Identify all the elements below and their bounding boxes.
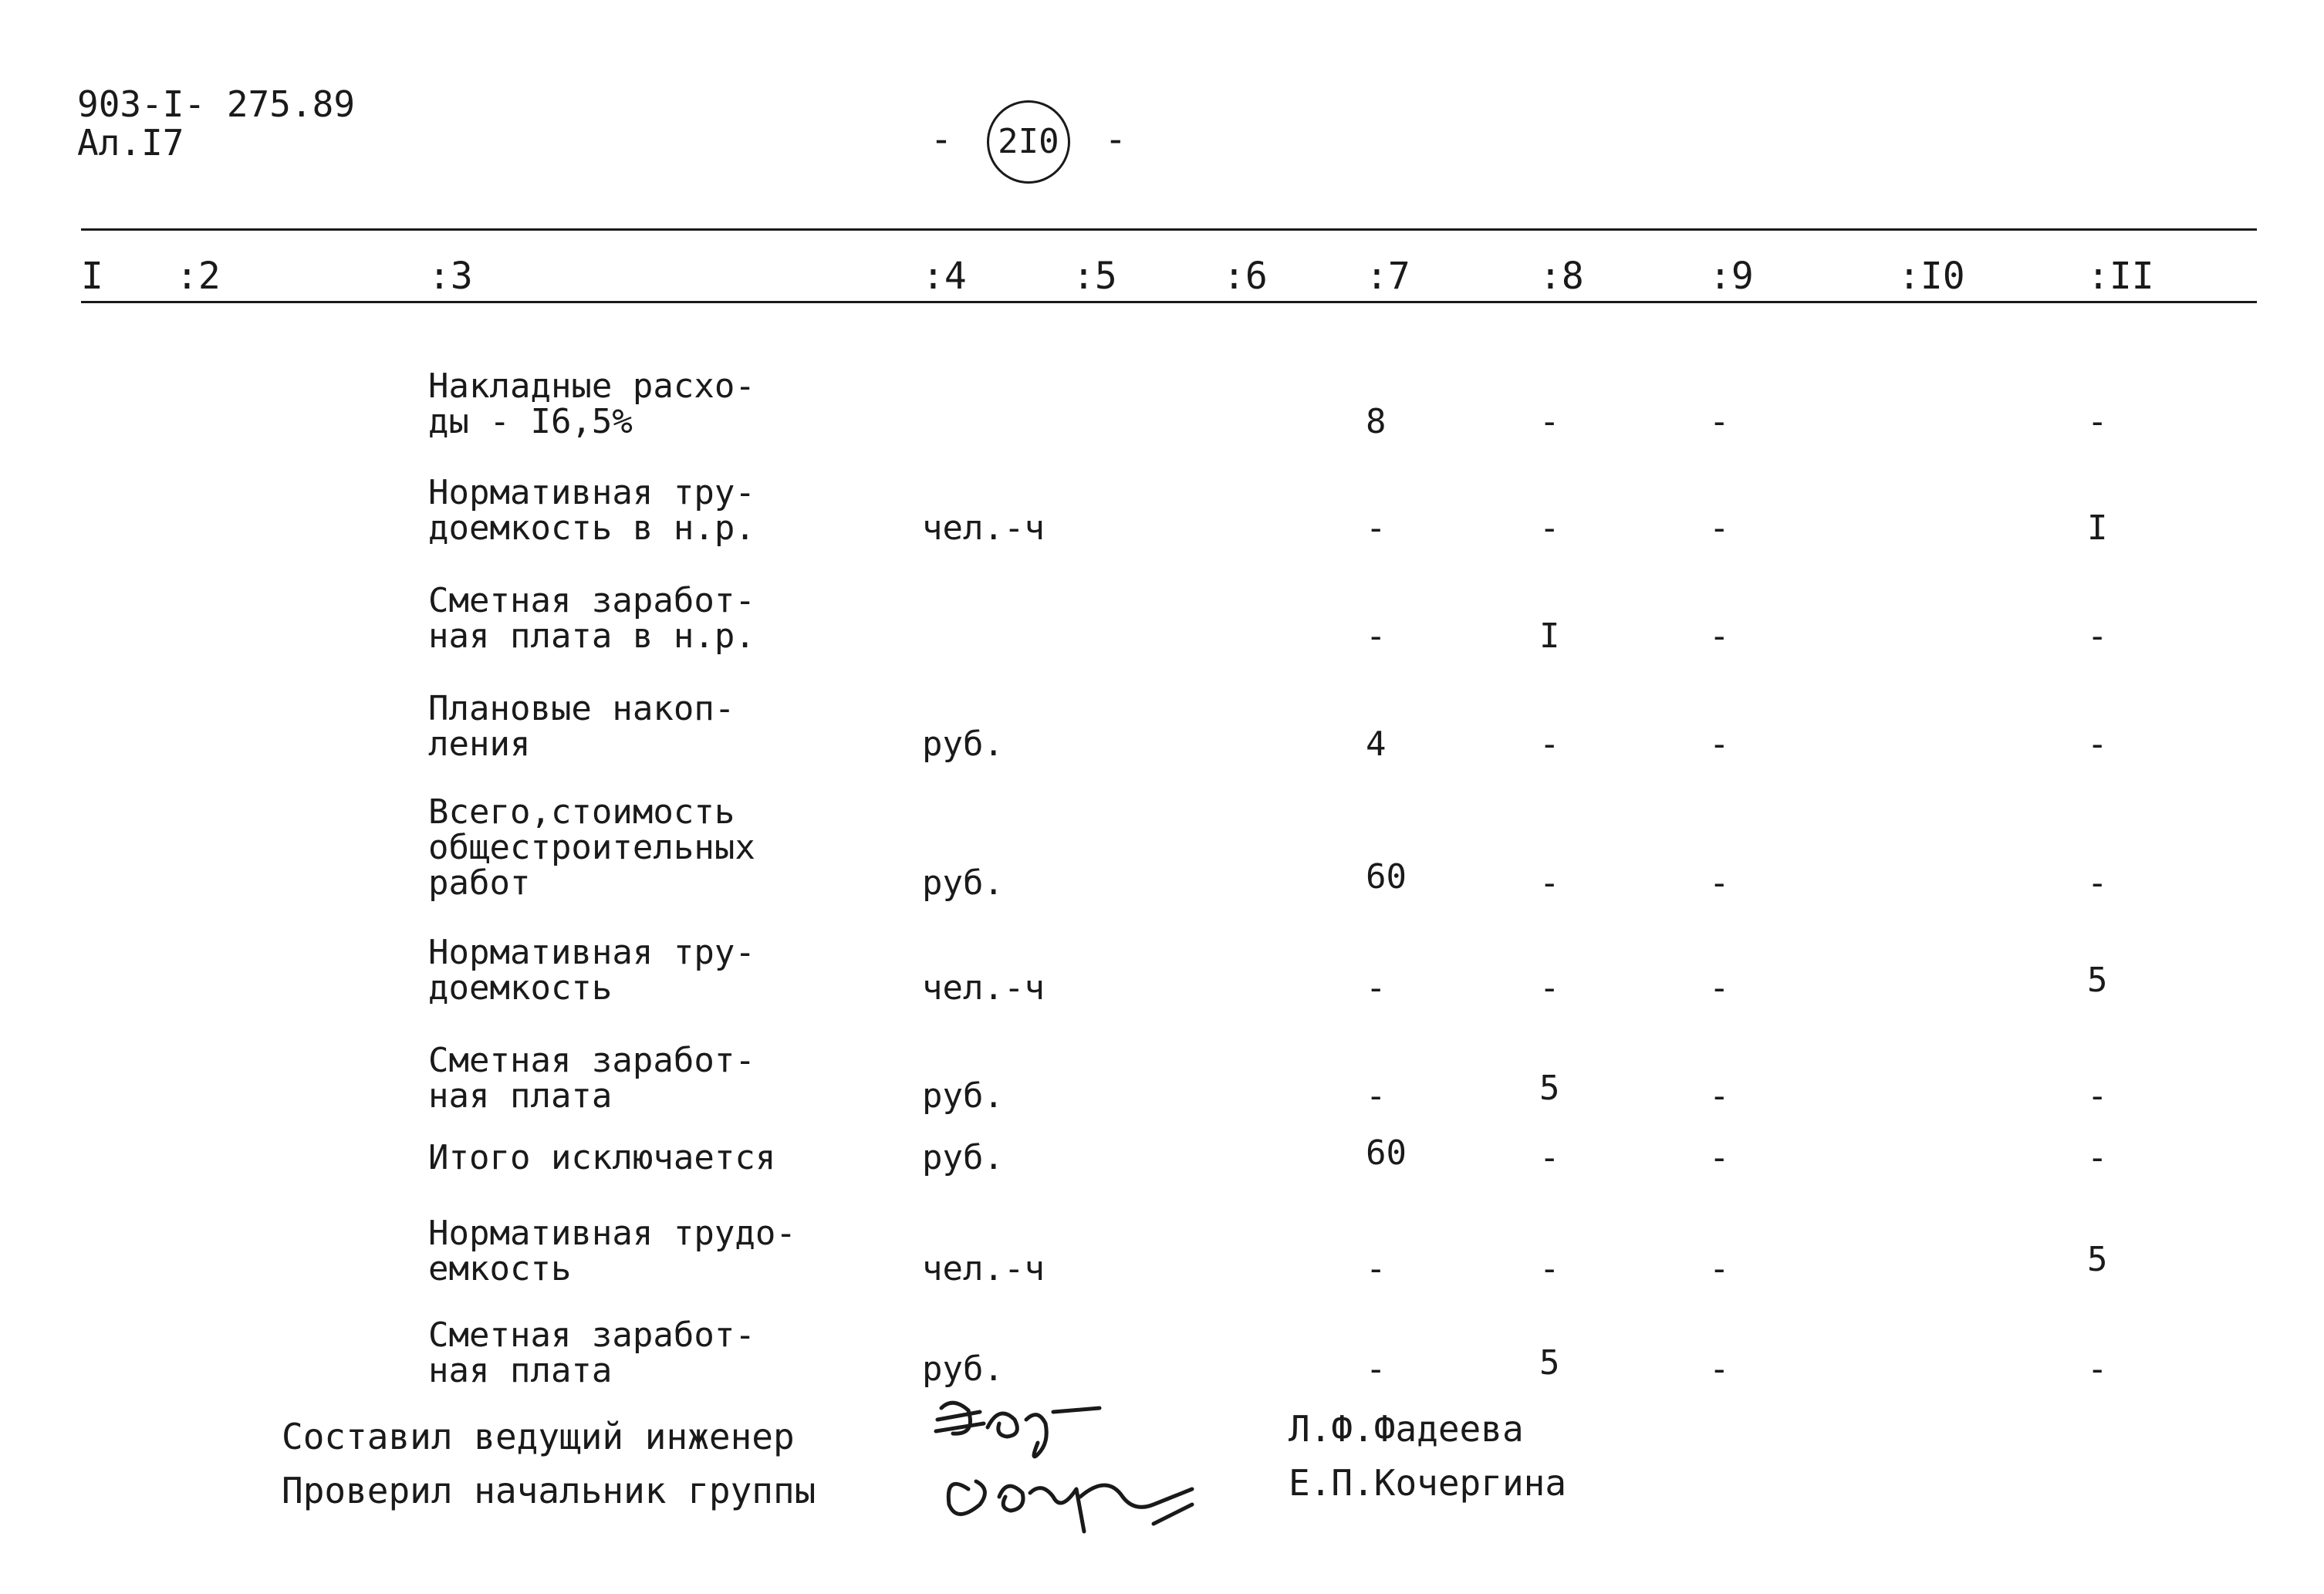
- page-dash-right: -: [1104, 118, 1127, 161]
- description-line: ная плата: [428, 1076, 613, 1116]
- cell-unit: руб.: [922, 724, 1004, 764]
- cell-col-7: 8: [1366, 402, 1387, 441]
- cell-col-9: -: [1709, 1249, 1730, 1288]
- description-line: Плановые накоп-: [428, 689, 735, 728]
- cell-col-11: -: [2087, 863, 2108, 903]
- description-line: доемкость в н.р.: [428, 508, 755, 548]
- description-line: работ: [428, 863, 531, 903]
- cell-col-8: -: [1539, 863, 1560, 903]
- page-dash-left: -: [930, 118, 953, 161]
- cell-col-9: -: [1709, 616, 1730, 656]
- column-header-3: :3: [428, 255, 473, 298]
- cell-col-8: 5: [1539, 1069, 1560, 1108]
- cell-col-8: -: [1539, 402, 1560, 441]
- description-line: доемкость: [428, 968, 613, 1008]
- cell-col-7: -: [1366, 1249, 1387, 1288]
- cell-col-11: -: [2087, 1349, 2108, 1389]
- handwritten-signatures: [922, 1389, 1246, 1535]
- cell-col-7: -: [1366, 968, 1387, 1008]
- cell-col-11: I: [2087, 508, 2108, 548]
- description-line: Сметная заработ-: [428, 1041, 755, 1080]
- cell-col-11: -: [2087, 724, 2108, 764]
- cell-col-7: 4: [1366, 724, 1387, 764]
- table-row-description: [428, 1043, 755, 1114]
- cell-col-9: -: [1709, 863, 1730, 903]
- column-header-8: :8: [1539, 255, 1584, 298]
- description-line: ная плата: [428, 1351, 613, 1390]
- cell-col-7: -: [1366, 1076, 1387, 1116]
- compiled-by-label: Составил ведущий инженер: [282, 1416, 795, 1457]
- compiled-by-name: Л.Ф.Фадеева: [1289, 1408, 1524, 1450]
- cell-col-11: 5: [2087, 961, 2108, 1000]
- description-line: емкость: [428, 1249, 572, 1288]
- cell-unit: руб.: [922, 1138, 1004, 1177]
- description-line: ды - I6,5%: [428, 402, 633, 441]
- column-header-9: :9: [1709, 255, 1754, 298]
- description-line: Всего,стоимость: [428, 792, 735, 832]
- column-header-5: :5: [1072, 255, 1117, 298]
- cell-col-8: -: [1539, 508, 1560, 548]
- cell-unit: чел.-ч: [922, 1249, 1045, 1288]
- column-header-4: :4: [922, 255, 967, 298]
- table-row-description: [428, 366, 755, 441]
- cell-col-9: -: [1709, 402, 1730, 441]
- cell-col-7: -: [1366, 1349, 1387, 1389]
- checked-by-label: Проверил начальник группы: [282, 1470, 816, 1511]
- cell-unit: руб.: [922, 863, 1004, 903]
- cell-col-11: 5: [2087, 1240, 2108, 1279]
- cell-col-8: 5: [1539, 1343, 1560, 1383]
- table-row-description: [428, 792, 755, 903]
- description-line: общестроительных: [428, 828, 755, 867]
- cell-unit: чел.-ч: [922, 968, 1045, 1008]
- column-header-2: :2: [176, 255, 221, 298]
- column-header-10: :I0: [1898, 255, 1965, 298]
- cell-col-8: -: [1539, 1138, 1560, 1177]
- description-line: ления: [428, 724, 531, 764]
- cell-col-7: -: [1366, 616, 1387, 656]
- description-line: Накладные расхо-: [428, 366, 755, 406]
- description-line: Нормативная тру-: [428, 473, 755, 512]
- cell-col-9: -: [1709, 1076, 1730, 1116]
- description-line: Сметная заработ-: [428, 581, 755, 620]
- table-row-description: [428, 691, 735, 762]
- cell-col-9: -: [1709, 968, 1730, 1008]
- cell-col-7: -: [1366, 508, 1387, 548]
- checked-by-name: Е.П.Кочергина: [1289, 1462, 1567, 1504]
- column-header-11: :II: [2087, 255, 2154, 298]
- column-header-7: :7: [1366, 255, 1410, 298]
- table-row-description: [428, 1216, 796, 1287]
- description-line: Сметная заработ-: [428, 1315, 755, 1355]
- cell-col-8: -: [1539, 724, 1560, 764]
- description-line: ная плата в н.р.: [428, 616, 755, 656]
- column-header-1: I: [81, 255, 103, 298]
- cell-col-11: -: [2087, 402, 2108, 441]
- cell-unit: чел.-ч: [922, 508, 1045, 548]
- cell-col-9: -: [1709, 724, 1730, 764]
- table-row-description: [428, 583, 755, 654]
- description-line: Итого исключается: [428, 1138, 776, 1177]
- table-row-description: [428, 1140, 775, 1176]
- table-row-description: [428, 935, 755, 1006]
- document-code: [77, 85, 355, 162]
- cell-col-9: -: [1709, 508, 1730, 548]
- table-row-description: [428, 475, 755, 546]
- cell-col-7: 60: [1366, 857, 1407, 897]
- cell-col-8: -: [1539, 1249, 1560, 1288]
- document-sheet-line: Ал.I7: [77, 122, 184, 164]
- cell-unit: руб.: [922, 1349, 1004, 1389]
- table-top-rule: [81, 228, 2257, 231]
- cell-unit: руб.: [922, 1076, 1004, 1116]
- cell-col-9: -: [1709, 1349, 1730, 1389]
- cell-col-8: -: [1539, 968, 1560, 1008]
- cell-col-11: -: [2087, 1076, 2108, 1116]
- cell-col-9: -: [1709, 1138, 1730, 1177]
- table-header-rule: [81, 301, 2257, 303]
- table-row-description: [428, 1315, 755, 1390]
- description-line: Нормативная тру-: [428, 933, 755, 972]
- document-code-line: 903-I- 275.89: [77, 83, 356, 125]
- page-number: 2I0: [987, 100, 1070, 184]
- page-number-block: [918, 100, 1139, 184]
- cell-col-8: I: [1539, 616, 1560, 656]
- cell-col-7: 60: [1366, 1133, 1407, 1173]
- cell-col-11: -: [2087, 616, 2108, 656]
- cell-col-11: -: [2087, 1138, 2108, 1177]
- description-line: Нормативная трудо-: [428, 1214, 796, 1253]
- column-header-6: :6: [1223, 255, 1268, 298]
